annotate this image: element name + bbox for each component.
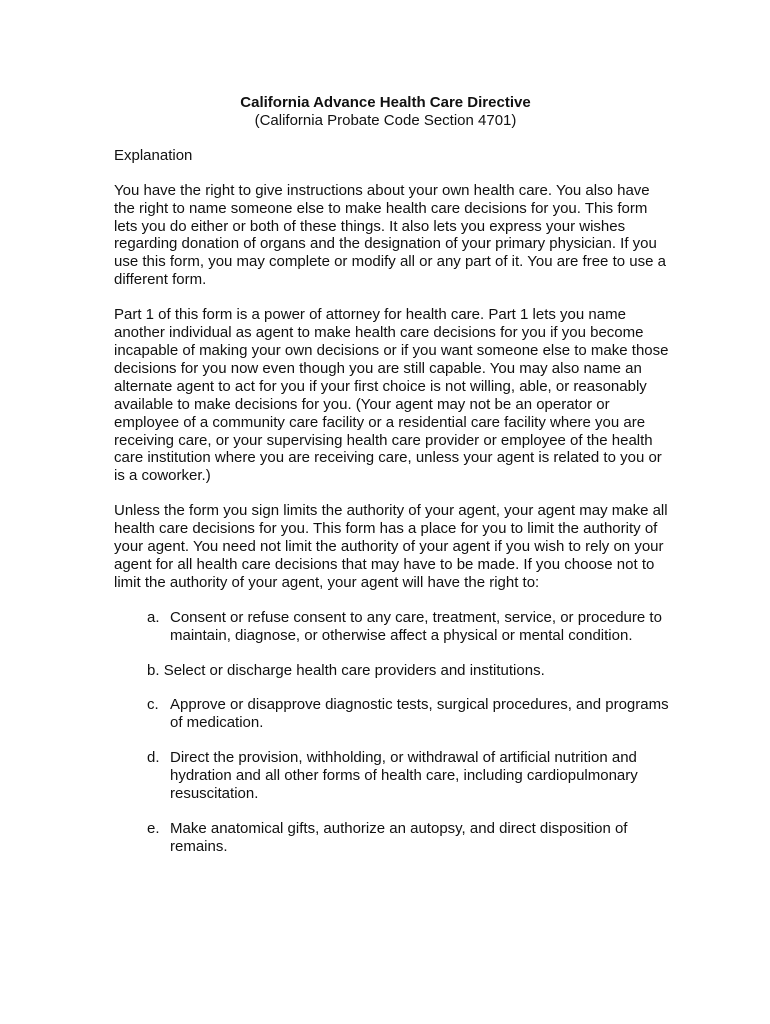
list-item-text: Direct the provision, withholding, or withdrawal of artificial nutrition and hydration and all other forms of health care, including cardiopulmonary resuscitation. [170,749,638,803]
paragraph-part-1: Part 1 of this form is a power of attorney for health care. Part 1 lets you name another individual as agent to make health care decisions for you if you become incapable of making your own decisions or if you want someone else to make those decisions for you now even though you are still capable. You may also name an alternate agent to act for you if your first choice is not willing, able, or reasonably available to make decisions for you. (Your agent may not be an operator or employee of a community care facility or a residential care facility where you are receiving care, or your supervising health care provider or employee of the health care institution where you are receiving care, unless your agent is related to you or is a coworker.) [114,306,669,485]
section-heading-explanation: Explanation [114,146,193,164]
list-item [114,820,674,856]
list-item [114,662,674,680]
paragraph-rights: You have the right to give instructions about your own health care. You also have the right to name someone else to make health care decisions for you. This form lets you do either or both of these things. It also lets you express your wishes regarding donation of organs and the designation of your primary physician. If you use this form, you may complete or modify all or any part of it. You are free to use a different form. [114,181,666,289]
list-item-text [160,662,674,680]
list-item [114,609,674,645]
list-item-text: Approve or disapprove diagnostic tests, surgical procedures, and programs of medication. [170,696,669,732]
list-marker: a. [147,608,160,626]
list-marker: d. [147,749,160,767]
document-subtitle: (California Probate Code Section 4701) [254,111,517,129]
paragraph-agent-authority: Unless the form you sign limits the authority of your agent, your agent may make all health care decisions for you. This form has a place for you to limit the authority of your agent. You need not limit the authority of your agent if you wish to rely on your agent for all health care decisions that may have to be made. If you choose not to limit the authority of your agent, your agent will have the right to: [114,502,668,591]
document-title: California Advance Health Care Directive [240,94,531,111]
list-item-text-content: Select or discharge health care providers and institutions. [163,661,545,679]
list-item-text: Consent or refuse consent to any care, treatment, service, or procedure to maintain, diagnose, or otherwise affect a physical or mental condition. [170,608,662,644]
document-body [114,94,674,873]
list-item-text: Make anatomical gifts, authorize an autopsy, and direct disposition of remains. [170,820,628,855]
list-item [114,696,674,732]
title-block [114,94,657,130]
list-marker: c. [147,696,159,714]
agent-rights-list [114,609,674,856]
list-item [114,749,674,803]
list-marker: e. [147,820,160,837]
list-marker: b. [147,661,160,679]
